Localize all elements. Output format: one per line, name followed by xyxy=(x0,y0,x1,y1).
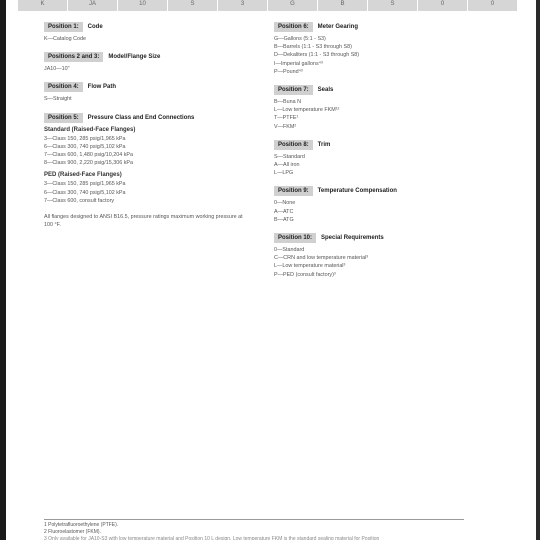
option-item: S—Standard xyxy=(274,153,305,160)
option-item: 8—Class 900, 2,220 psig/15,306 kPa xyxy=(44,160,134,167)
code-cell: 0 xyxy=(418,0,468,11)
right-column xyxy=(274,22,494,288)
page-frame-right xyxy=(536,0,540,540)
option-item: G—Gallons (5:1 - S3) xyxy=(274,36,326,42)
ped-flanges-heading: PED (Raised-Face Flanges) xyxy=(44,172,122,179)
position-label: Position 9: xyxy=(274,186,313,196)
position-10-section xyxy=(274,233,494,279)
code-cell: B xyxy=(318,0,368,11)
option-item: 0—None xyxy=(274,200,296,207)
position-title: Meter Gearing xyxy=(317,24,359,30)
position-title: Special Requirements xyxy=(321,235,384,242)
option-item: 3—Class 150, 285 psig/1,965 kPa xyxy=(44,135,126,142)
standard-flanges-heading: Standard (Raised-Face Flanges) xyxy=(44,126,136,133)
position-label: Position 6: xyxy=(274,22,313,32)
position-title: Pressure Class and End Connections xyxy=(87,114,195,121)
code-cell: 3 xyxy=(218,0,268,11)
position-1-section xyxy=(44,22,264,43)
position-title: Trim xyxy=(317,141,331,148)
code-cell: G xyxy=(268,0,318,11)
option-item: B—ATG xyxy=(274,216,294,223)
position-title: Code xyxy=(87,24,103,30)
position-title: Flow Path xyxy=(87,84,117,91)
position-label: Position 1: xyxy=(44,22,83,32)
code-cell: JA xyxy=(68,0,118,11)
option-item: 0—Standard xyxy=(274,247,305,254)
option-item: C—CRN and low temperature material³ xyxy=(274,255,369,262)
option-item: S—Straight xyxy=(44,96,72,103)
position-label: Positions 2 and 3: xyxy=(44,52,103,62)
position-label: Position 4: xyxy=(44,82,83,92)
option-item: P—Pound⁴³ xyxy=(274,68,303,75)
model-code-row xyxy=(18,0,518,12)
option-item: 6—Class 300, 740 psig/5,102 kPa xyxy=(44,143,126,150)
left-column xyxy=(44,22,264,238)
option-item: JA10—10" xyxy=(44,66,70,73)
option-item: A—All iron xyxy=(274,162,300,169)
position-5-section xyxy=(44,113,264,229)
option-item: A—ATC xyxy=(274,208,294,215)
page-frame-left xyxy=(0,0,6,540)
option-item: B—Barrels (1:1 - S3 through S8) xyxy=(274,44,352,51)
code-cell: K xyxy=(18,0,68,11)
option-item: I—Imperial gallons⁴³ xyxy=(274,60,323,67)
position-title: Temperature Compensation xyxy=(317,188,397,195)
position-6-section xyxy=(274,22,494,76)
footnote: 3 Only available for JA10-S3 with low temperature material and Position 10 L design. Low temperature FKM is the standard sealing material for Position xyxy=(44,536,380,540)
option-item: 6—Class 300, 740 psig/5,102 kPa xyxy=(44,189,126,196)
option-item: D—Dekaliters (1:1 - S3 through S8) xyxy=(274,52,360,59)
footnote: 1 Polytetrafluoroethylene (PTFE). xyxy=(44,522,119,528)
option-item: 3—Class 150, 285 psig/1,965 kPa xyxy=(44,181,126,188)
option-item: P—PED (consult factory)³ xyxy=(274,271,336,278)
footnotes xyxy=(44,519,464,540)
code-cell: 10 xyxy=(118,0,168,11)
code-cell: 0 xyxy=(468,0,518,11)
position-label: Position 10: xyxy=(274,233,316,243)
option-item: B—Buna N xyxy=(274,99,301,106)
position-label: Position 5: xyxy=(44,113,83,123)
position-title: Seals xyxy=(317,87,334,94)
position-2-3-section xyxy=(44,52,264,73)
position-4-section xyxy=(44,82,264,103)
footnote: 2 Fluoroelastomer (FKM). xyxy=(44,529,101,535)
position-label: Position 7: xyxy=(274,85,313,95)
option-item: L—Low temperature FKM¹² xyxy=(274,107,340,114)
option-item: 7—Class 600, consult factory xyxy=(44,197,115,204)
option-item: K—Catalog Code xyxy=(44,36,86,42)
position-title: Model/Flange Size xyxy=(108,54,161,61)
option-item: L—Low temperature material³ xyxy=(274,263,346,270)
option-item: 7—Class 600, 1,480 psig/10,204 kPa xyxy=(44,152,134,159)
position-8-section xyxy=(274,140,494,178)
code-cell: S xyxy=(368,0,418,11)
code-cell: S xyxy=(168,0,218,11)
option-item: T—PTFE¹ xyxy=(274,115,299,122)
position-label: Position 8: xyxy=(274,140,313,150)
position-9-section xyxy=(274,186,494,224)
position-7-section xyxy=(274,85,494,131)
option-item: L—LPG xyxy=(274,170,294,177)
flange-note: All flanges designed to ANSI B16.5, pressure ratings maximum working pressure at 100 °F. xyxy=(44,214,243,229)
option-item: V—FKM² xyxy=(274,123,297,130)
